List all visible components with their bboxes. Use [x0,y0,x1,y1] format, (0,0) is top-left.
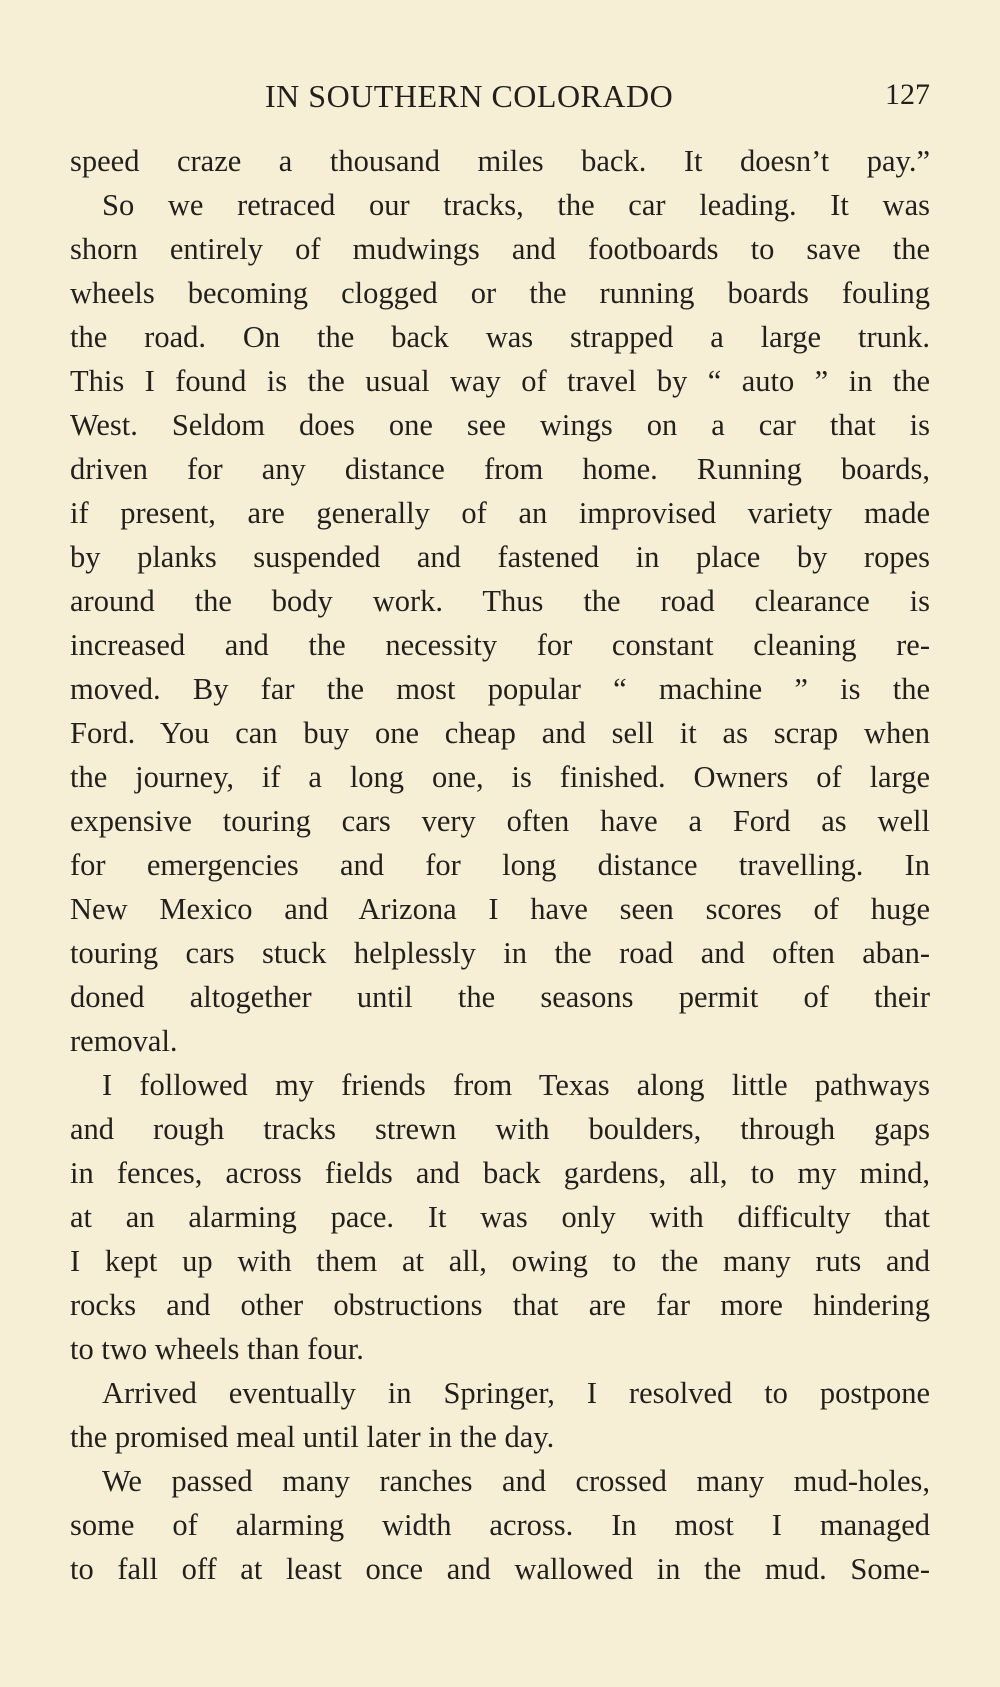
text-line: speed craze a thousand miles back. It doesn’t pay.” [70,144,930,178]
text-line: This I found is the usual way of travel by “ auto ” in the [70,364,930,398]
text-line: touring cars stuck helplessly in the road and often aban- [70,936,930,970]
text-line: New Mexico and Arizona I have seen scores of huge [70,892,930,926]
text-line: the journey, if a long one, is finished. Owners of large [70,760,930,794]
text-line: West. Seldom does one see wings on a car that is [70,408,930,442]
text-line: Arrived eventually in Springer, I resolved to postpone [102,1376,930,1410]
text-line: some of alarming width across. In most I managed [70,1508,930,1542]
text-line: We passed many ranches and crossed many mud-holes, [102,1464,930,1498]
text-line: for emergencies and for long distance travelling. In [70,848,930,882]
text-line: shorn entirely of mudwings and footboards to save the [70,232,930,266]
text-line: I kept up with them at all, owing to the many ruts and [70,1244,930,1278]
running-head: IN SOUTHERN COLORADO [265,78,674,114]
text-line: in fences, across fields and back gardens, all, to my mind, [70,1156,930,1190]
text-line: doned altogether until the seasons permit of their [70,980,930,1014]
text-line: at an alarming pace. It was only with difficulty that [70,1200,930,1234]
text-line: increased and the necessity for constant cleaning re- [70,628,930,662]
text-line: around the body work. Thus the road clearance is [70,584,930,618]
body-text [70,139,930,1591]
text-line: rocks and other obstructions that are far more hindering [70,1288,930,1322]
text-line: if present, are generally of an improvised variety made [70,496,930,530]
text-line: the road. On the back was strapped a large trunk. [70,320,930,354]
page-number: 127 [885,78,930,111]
text-line: by planks suspended and fastened in place by ropes [70,540,930,574]
text-line: removal. [70,1024,178,1058]
text-line: driven for any distance from home. Running boards, [70,452,930,486]
text-line: expensive touring cars very often have a Ford as well [70,804,930,838]
text-line: Ford. You can buy one cheap and sell it as scrap when [70,716,930,750]
text-line: to two wheels than four. [70,1332,364,1366]
text-line: to fall off at least once and wallowed in the mud. Some- [70,1552,930,1586]
page-header [70,78,930,118]
text-line: So we retraced our tracks, the car leading. It was [102,188,930,222]
text-line: the promised meal until later in the day. [70,1420,555,1454]
text-line: and rough tracks strewn with boulders, through gaps [70,1112,930,1146]
text-line: moved. By far the most popular “ machine ” is the [70,672,930,706]
text-line: wheels becoming clogged or the running boards fouling [70,276,930,310]
text-line: I followed my friends from Texas along little pathways [102,1068,930,1102]
